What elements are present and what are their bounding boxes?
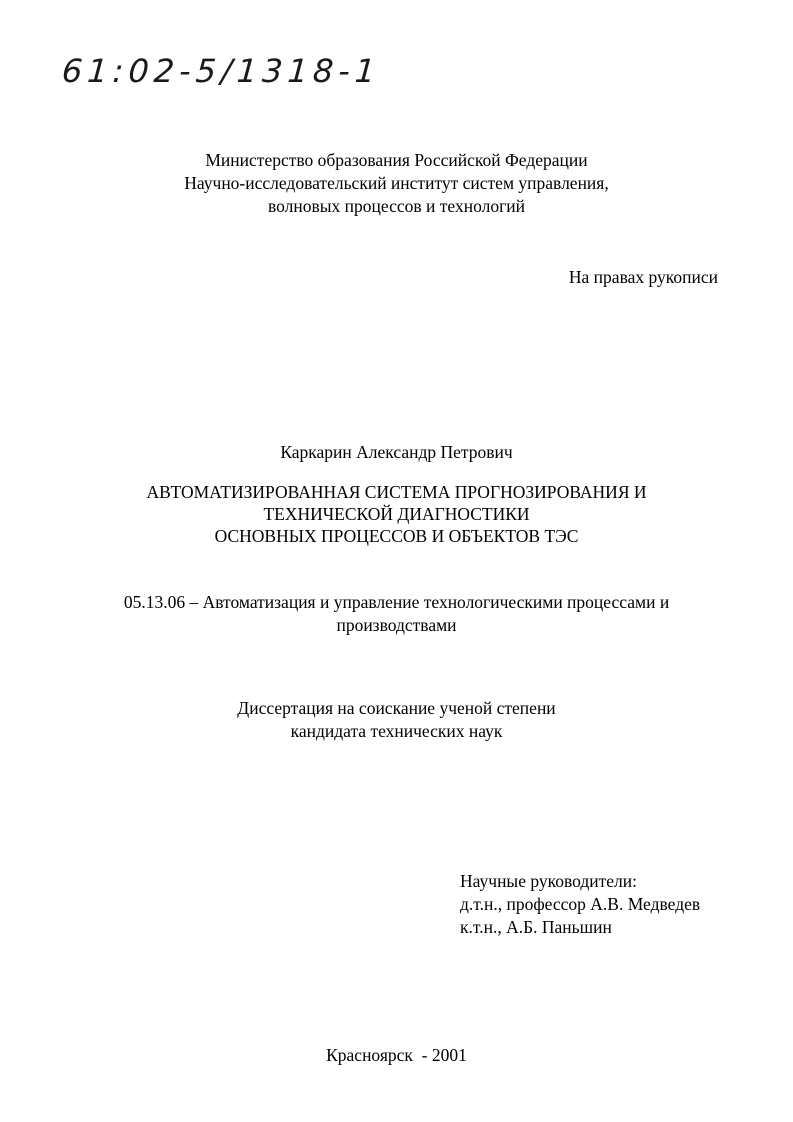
dissertation-title <box>0 481 793 547</box>
degree-statement <box>0 697 793 743</box>
institute-name: Научно-исследовательский институт систем управления, <box>184 173 609 193</box>
title-line-3: ОСНОВНЫХ ПРОЦЕССОВ И ОБЪЕКТОВ ТЭС <box>214 526 579 546</box>
title-line-2: ТЕХНИЧЕСКОЙ ДИАГНОСТИКИ <box>263 504 530 524</box>
title-line-1: АВТОМАТИЗИРОВАННАЯ СИСТЕМА ПРОГНОЗИРОВАНИЯ И <box>146 482 647 502</box>
institute-name-cont: волновых процессов и технологий <box>268 196 525 216</box>
supervisors-heading: Научные руководители: <box>460 871 637 891</box>
specialty-line-1: 05.13.06 – Автоматизация и управление технологическими процессами и <box>123 592 670 612</box>
specialty-code <box>0 591 793 637</box>
handwritten-archive-code: 61:02-5/1318-1 <box>60 52 382 90</box>
rights-note: На правах рукописи <box>568 267 718 287</box>
specialty-line-2: производствами <box>336 615 457 635</box>
supervisor-2: к.т.н., А.Б. Паньшин <box>460 917 612 937</box>
supervisor-1: д.т.н., профессор А.В. Медведев <box>460 894 701 914</box>
author-name: Каркарин Александр Петрович <box>280 442 513 462</box>
organization-header <box>0 149 793 218</box>
ministry-name: Министерство образования Российской Федерации <box>205 150 588 170</box>
degree-line-2: кандидата технических наук <box>290 721 503 741</box>
city-year: Красноярск - 2001 <box>326 1045 467 1065</box>
supervisors-block <box>460 870 700 939</box>
degree-line-1: Диссертация на соискание ученой степени <box>237 698 556 718</box>
